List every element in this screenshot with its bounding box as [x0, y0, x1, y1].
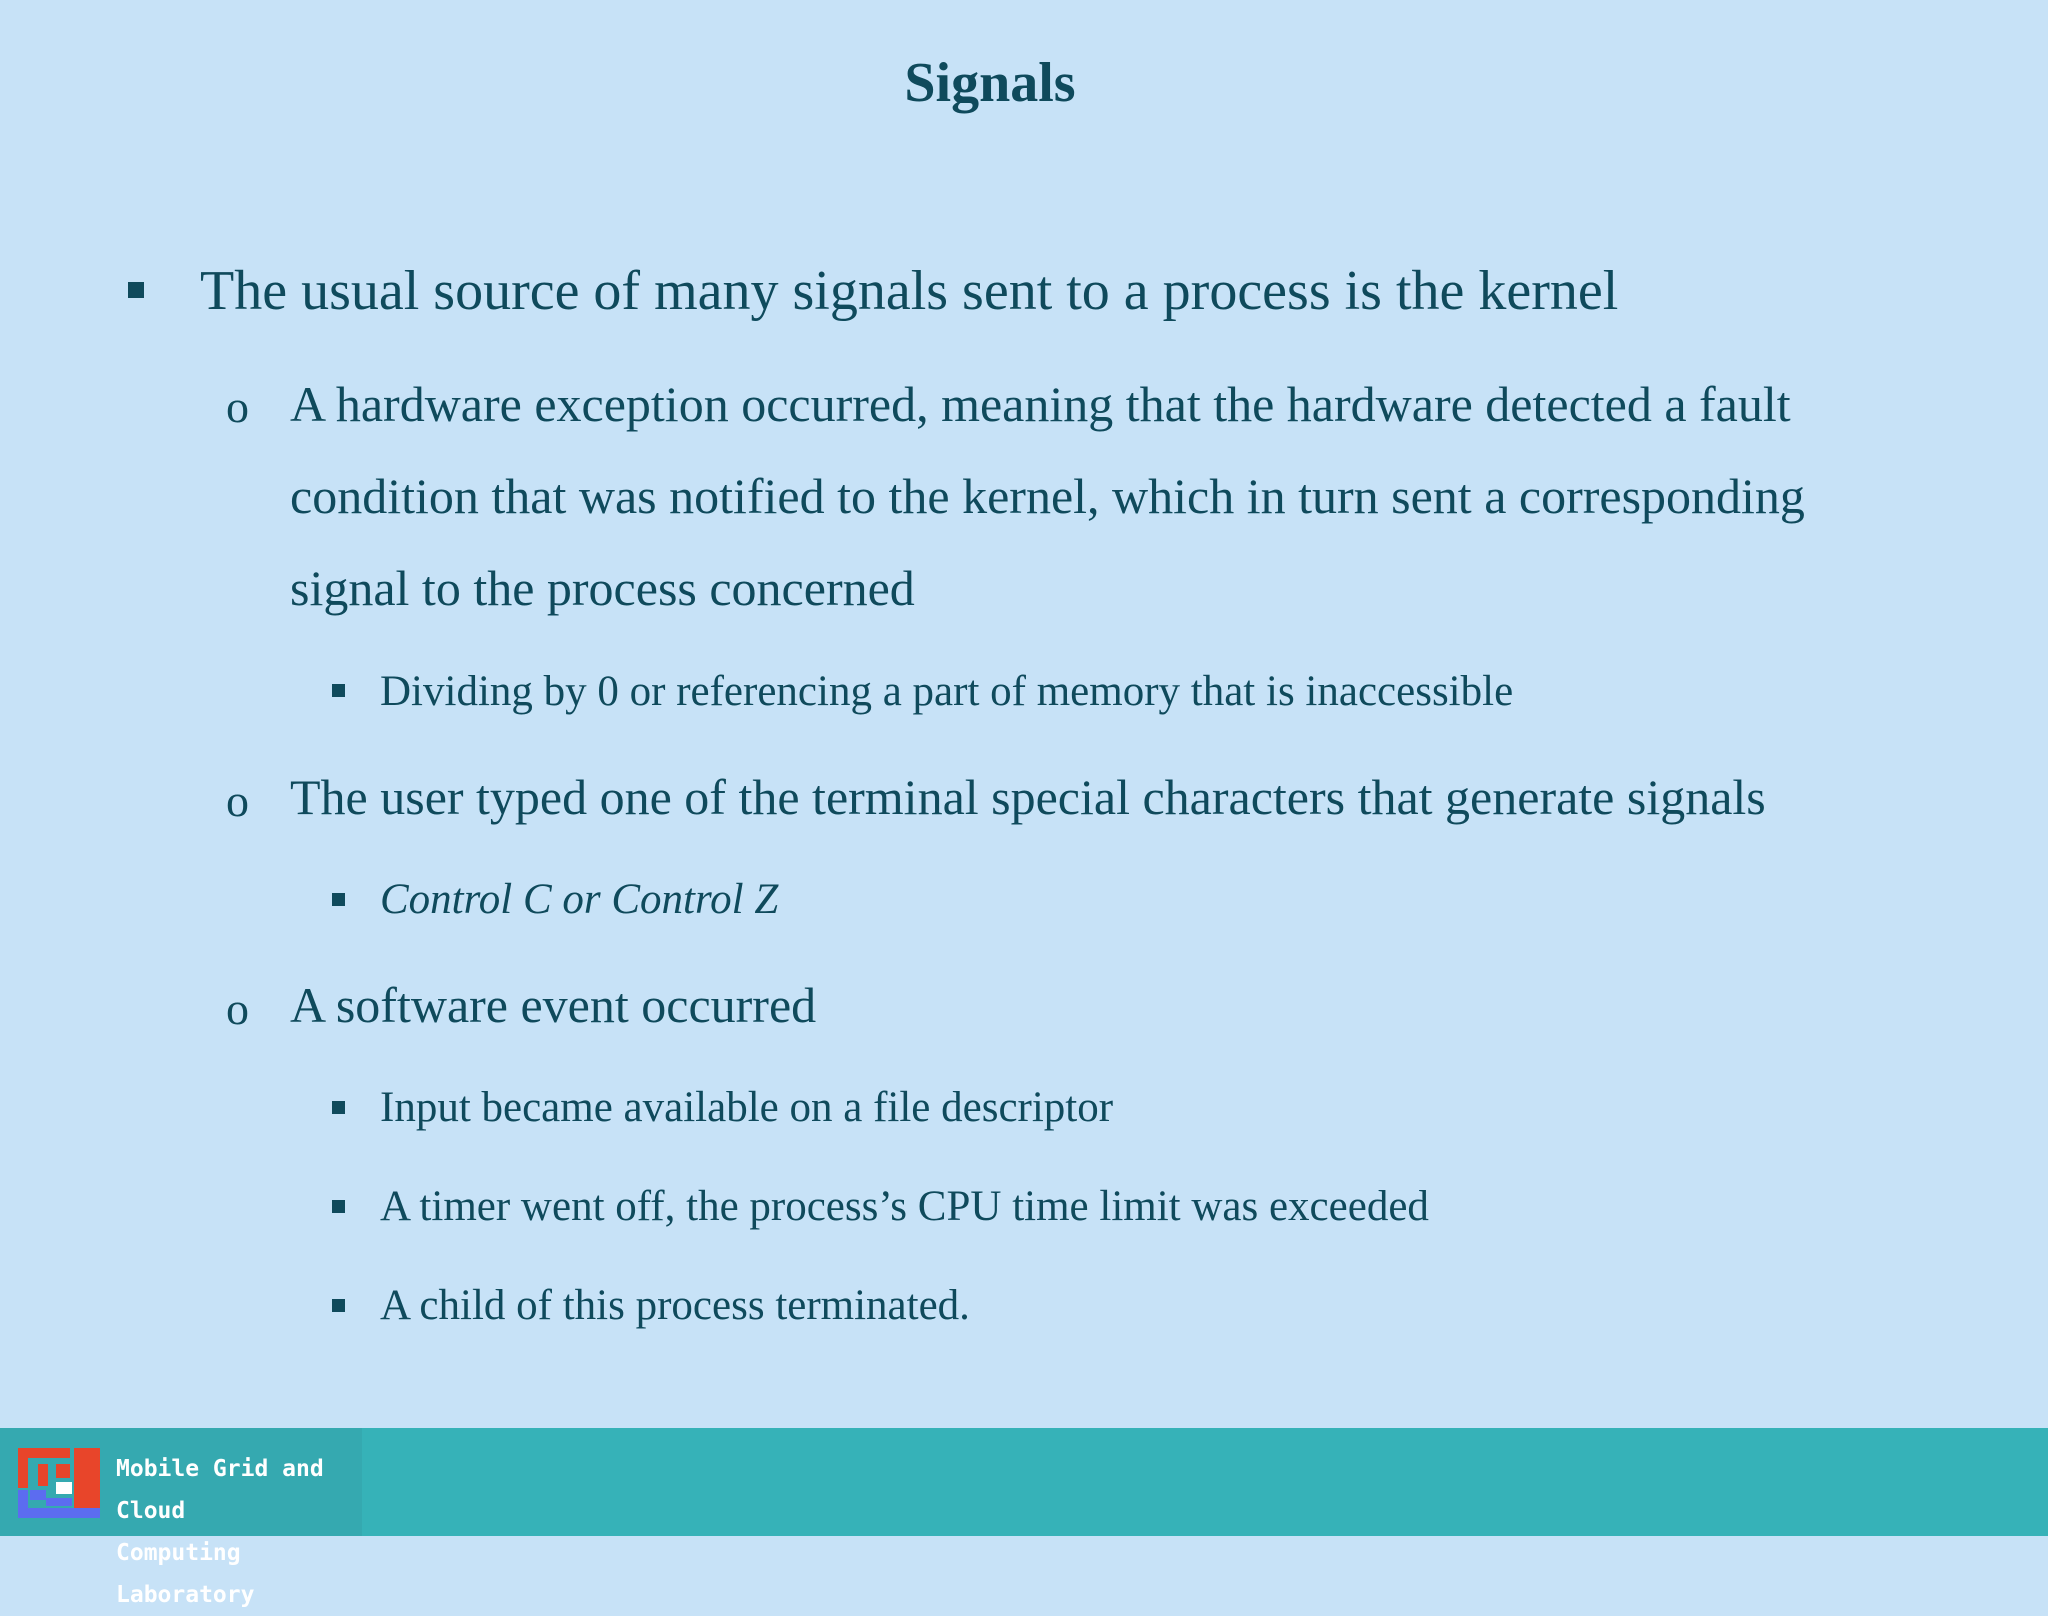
bullet-text-level2: The user typed one of the terminal special characters that generate signals [290, 769, 1766, 825]
bullet-text-level3: A timer went off, the process’s CPU time limit was exceeded [380, 1183, 1429, 1230]
lab-name [116, 1448, 356, 1616]
circle-bullet-icon: o [226, 775, 249, 826]
bullet-text-level3: Control C or Control Z [380, 876, 779, 923]
bullet-text-level3: Dividing by 0 or referencing a part of memory that is inaccessible [380, 668, 1514, 715]
square-bullet-icon [332, 893, 345, 906]
bullet-text-level2: A hardware exception occurred, meaning that the hardware detected a fault condition that was notified to the kernel, which in turn sent a corresponding signal to the process concerned [290, 376, 1805, 616]
bullet-text-level3: A child of this process terminated. [380, 1282, 970, 1329]
square-bullet-icon [332, 1200, 345, 1213]
bullet-text-level2: A software event occurred [290, 977, 817, 1033]
square-bullet-icon [332, 684, 345, 697]
bullet-text-level3: Input became available on a file descriptor [380, 1084, 1114, 1131]
slide-title: Signals [904, 52, 1076, 114]
square-bullet-icon [332, 1101, 345, 1114]
bullet-text-level1: The usual source of many signals sent to a process is the kernel [200, 260, 1619, 322]
footer-logo-area [0, 1428, 362, 1608]
lab-logo-icon [16, 1446, 102, 1520]
circle-bullet-icon: o [226, 381, 249, 432]
footer-bar [0, 1428, 2048, 1608]
lab-name-line2: Computing Laboratory [116, 1540, 255, 1608]
square-bullet-icon [128, 282, 144, 298]
lab-name-line1: Mobile Grid and Cloud [116, 1456, 324, 1524]
square-bullet-icon [332, 1299, 345, 1312]
circle-bullet-icon: o [226, 983, 249, 1034]
